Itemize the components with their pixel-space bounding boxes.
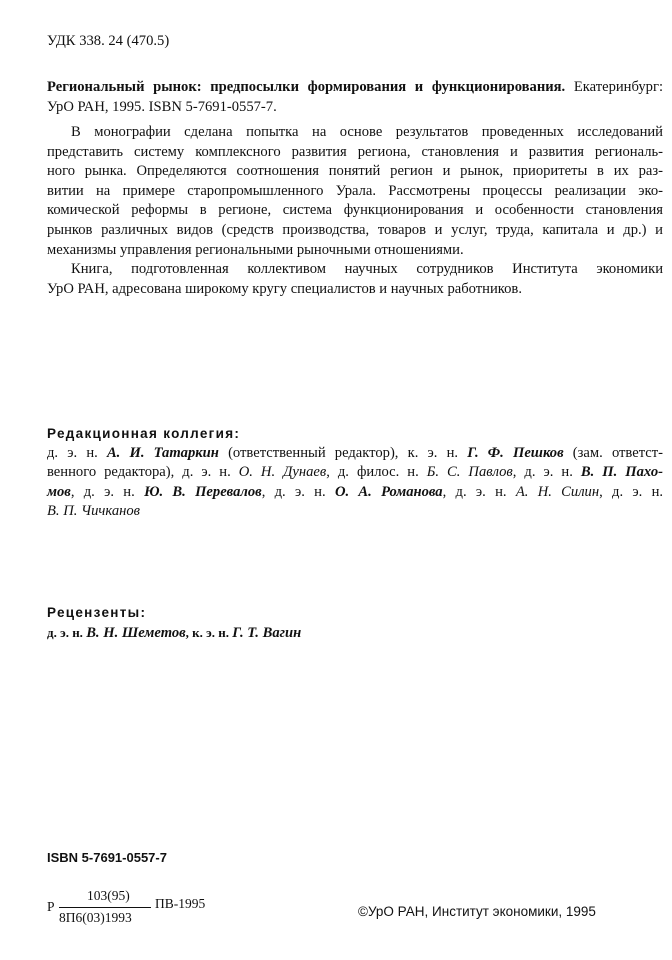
editorial-line bbox=[47, 463, 663, 483]
editorial-heading: Редакционная коллегия: bbox=[47, 426, 241, 441]
editorial-line bbox=[47, 444, 663, 464]
editorial-line bbox=[47, 483, 663, 503]
copyright: ©УрО РАН, Институт экономики, 1995 bbox=[358, 904, 596, 919]
abstract-line: представить систему комплексного развития региона, становления и развития региональ- bbox=[47, 143, 663, 160]
citation-line-2: УрО РАН, 1995. ISBN 5-7691-0557-7. bbox=[47, 98, 277, 115]
degree: д. э. н. bbox=[47, 444, 107, 461]
editor-name: Г. Ф. Пешков bbox=[467, 444, 564, 461]
abstract-line: ного рынка. Определяются соотношения понятий регион и рынок, приоритеты в их раз- bbox=[47, 163, 663, 180]
degree: , д. филос. н. bbox=[326, 464, 427, 481]
reviewer-name: В. Н. Шеметов bbox=[86, 624, 186, 641]
degree: , д. э. н. bbox=[261, 483, 335, 500]
abstract-line: рынков различных видов (средств производства, товаров и услуг, труда, капитала и др.) и bbox=[47, 221, 663, 238]
reviewers bbox=[47, 603, 663, 642]
fraction-bar bbox=[59, 907, 151, 908]
book-title: Региональный рынок: предпосылки формирования и функционирования. bbox=[47, 79, 566, 95]
imprint-denominator: 8П6(03)1993 bbox=[59, 910, 132, 925]
citation bbox=[47, 78, 663, 117]
role: (ответственный редактор), к. э. н. bbox=[218, 444, 468, 461]
editor-name: А. И. Татаркин bbox=[106, 444, 219, 461]
imprint-numerator: 103(95) bbox=[87, 888, 130, 903]
isbn bbox=[47, 848, 663, 868]
publication-place: Екатеринбург: bbox=[565, 79, 663, 95]
abstract-line: В монографии сделана попытка на основе результатов проведенных исследований bbox=[71, 124, 663, 140]
abstract-line: витии на примере старопромышленного Урала. Рассмотрены процессы реализации эко- bbox=[47, 182, 663, 199]
role: венного редактора), д. э. н. bbox=[47, 464, 239, 481]
degree: , к. э. н. bbox=[185, 624, 233, 640]
editor-name: Ю. В. Перевалов bbox=[144, 483, 262, 500]
reviewer-name: Г. Т. Вагин bbox=[232, 624, 302, 641]
editor-name: Б. С. Павлов bbox=[426, 464, 513, 481]
editor-name: А. Н. Силин bbox=[515, 483, 600, 500]
imprint-suffix: ПВ-1995 bbox=[155, 896, 206, 911]
udk-code bbox=[47, 32, 663, 52]
editor-name: мов bbox=[47, 483, 71, 500]
editor-name: В. П. Чичканов bbox=[47, 503, 140, 520]
editor-name: О. Н. Дунаев bbox=[238, 464, 327, 481]
editor-name: В. П. Пахо- bbox=[580, 464, 664, 481]
reviewers-heading: Рецензенты: bbox=[47, 605, 147, 620]
degree: , д. э. н. bbox=[442, 483, 516, 500]
audience-line: Книга, подготовленная коллективом научных сотрудников Института экономики bbox=[71, 261, 663, 278]
imprint-prefix: Р bbox=[47, 899, 55, 914]
audience-line: УрО РАН, адресована широкому кругу специалистов и научных работников. bbox=[47, 280, 522, 297]
abstract-line: комической реформы в регионе, система функционирования и особенности становления bbox=[47, 202, 663, 219]
degree: , д. э. н. bbox=[599, 483, 664, 500]
editor-name: О. А. Романова bbox=[334, 483, 443, 500]
role: (зам. ответст- bbox=[563, 444, 663, 461]
abstract-paragraph bbox=[47, 123, 663, 299]
editorial-board bbox=[47, 424, 663, 522]
degree: д. э. н. bbox=[47, 624, 87, 640]
reviewers-line bbox=[47, 623, 663, 643]
degree: , д. э. н. bbox=[70, 483, 145, 500]
degree: , д. э. н. bbox=[512, 464, 581, 481]
isbn-text: ISBN 5-7691-0557-7 bbox=[47, 850, 167, 865]
udk-text: УДК 338. 24 (470.5) bbox=[47, 33, 170, 49]
abstract-line: механизмы управления региональными рыночными отношениями. bbox=[47, 241, 464, 258]
